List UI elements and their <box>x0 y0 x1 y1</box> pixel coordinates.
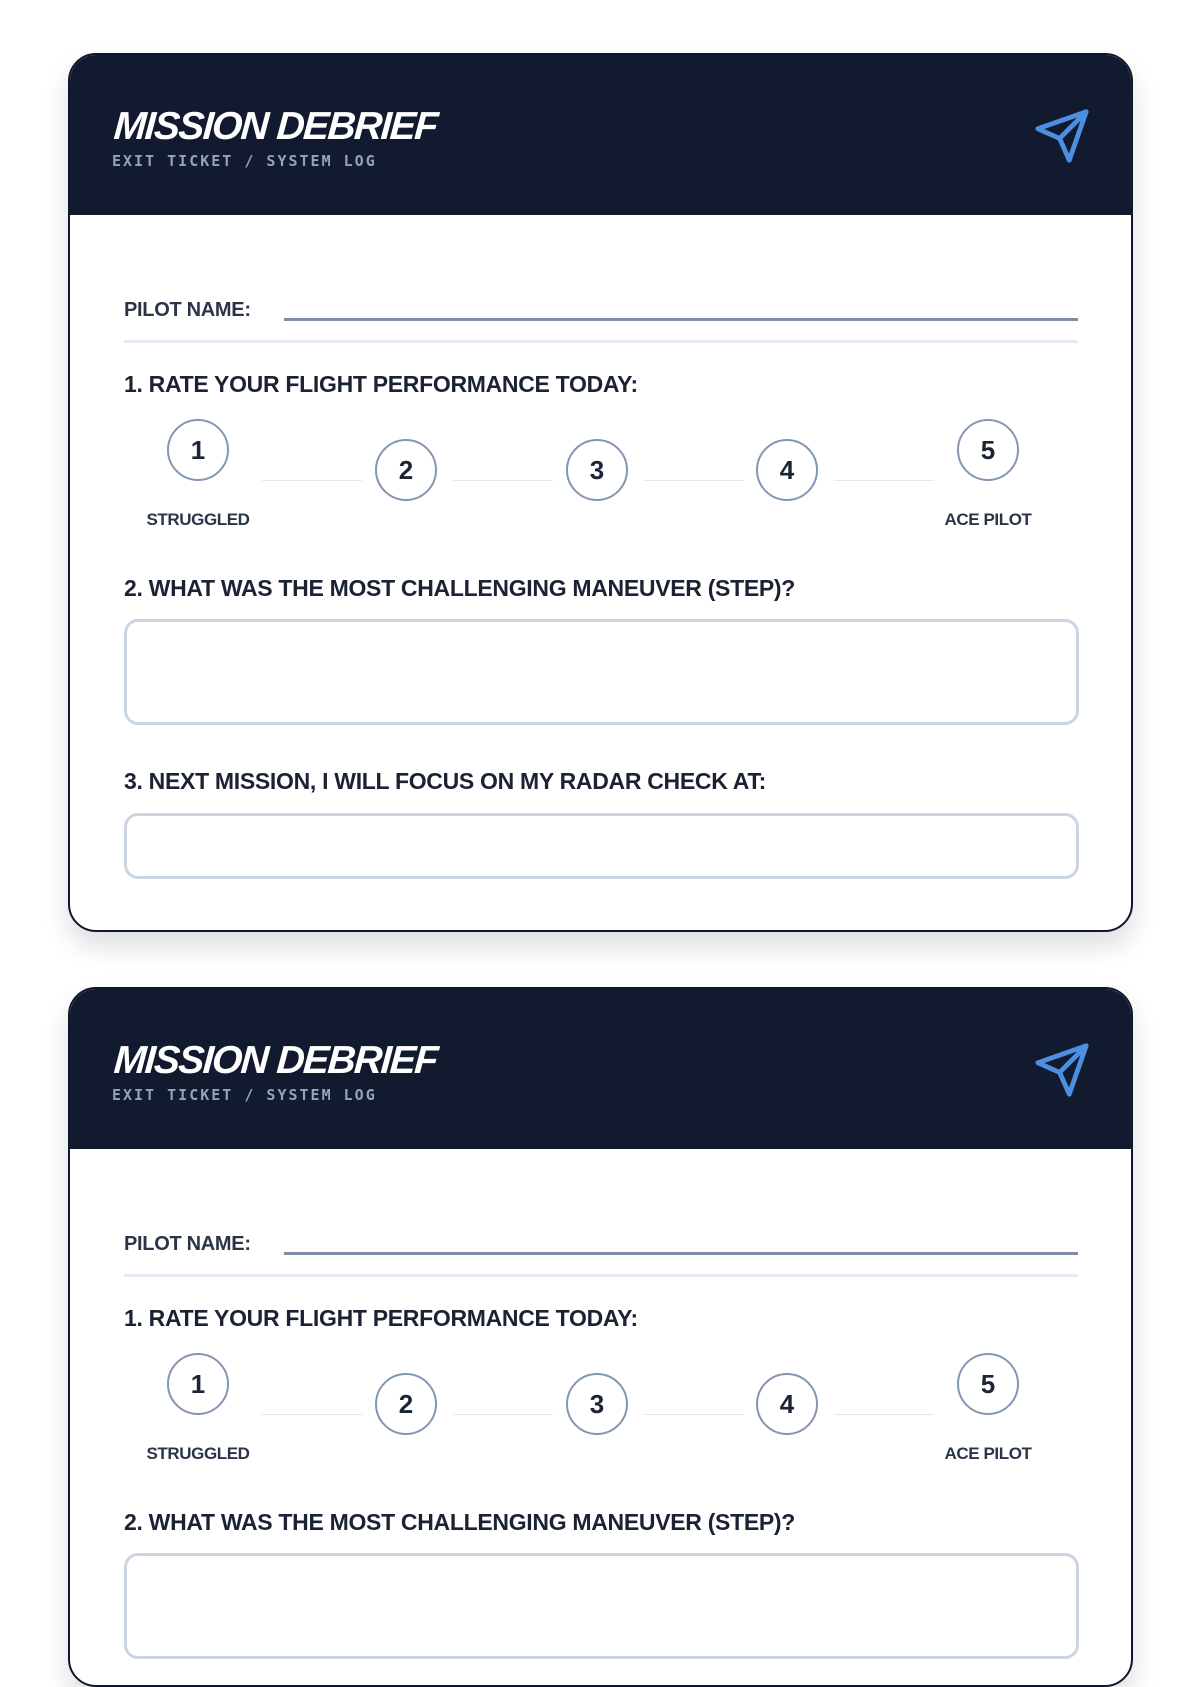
scale-min-label: STRUGGLED <box>146 1444 250 1463</box>
pilot-name-field[interactable] <box>284 1252 1078 1255</box>
paper-plane-icon <box>1033 107 1091 165</box>
scale-connector <box>262 1414 362 1415</box>
scale-max-label: ACE PILOT <box>944 1444 1032 1463</box>
exit-ticket-card <box>68 53 1133 932</box>
scale-connector <box>453 480 553 481</box>
scale-connector <box>644 480 744 481</box>
challenging-maneuver-input[interactable] <box>124 1553 1079 1659</box>
question-2-label: 2. WHAT WAS THE MOST CHALLENGING MANEUVER (STEP)? <box>124 575 796 601</box>
question-2-label: 2. WHAT WAS THE MOST CHALLENGING MANEUVER (STEP)? <box>124 1509 796 1535</box>
paper-plane-icon <box>1033 1041 1091 1099</box>
rating-option-2[interactable]: 2 <box>375 439 437 501</box>
question-3-label: 3. NEXT MISSION, I WILL FOCUS ON MY RADAR CHECK AT: <box>124 768 766 794</box>
rating-option-3[interactable]: 3 <box>566 439 628 501</box>
ticket-subtitle: EXIT TICKET / SYSTEM LOG <box>112 152 377 170</box>
rating-option-4[interactable]: 4 <box>756 1373 818 1435</box>
pilot-name-row <box>124 285 1078 343</box>
scale-connector <box>834 480 934 481</box>
scale-connector <box>644 1414 744 1415</box>
ticket-title: MISSION DEBRIEF <box>112 105 439 148</box>
pilot-name-field[interactable] <box>284 318 1078 321</box>
radar-check-input[interactable] <box>124 813 1079 879</box>
pilot-name-row <box>124 1219 1078 1277</box>
pilot-name-label: PILOT NAME: <box>124 299 251 321</box>
ticket-subtitle: EXIT TICKET / SYSTEM LOG <box>112 1086 377 1104</box>
scale-min-label: STRUGGLED <box>146 510 250 529</box>
rating-option-5[interactable]: 5 <box>957 419 1019 481</box>
scale-connector <box>262 480 362 481</box>
rating-option-1[interactable]: 1 <box>167 1353 229 1415</box>
challenging-maneuver-input[interactable] <box>124 619 1079 725</box>
ticket-header <box>70 989 1131 1149</box>
scale-connector <box>834 1414 934 1415</box>
scale-connector <box>453 1414 553 1415</box>
pilot-name-label: PILOT NAME: <box>124 1233 251 1255</box>
rating-option-5[interactable]: 5 <box>957 1353 1019 1415</box>
question-1-label: 1. RATE YOUR FLIGHT PERFORMANCE TODAY: <box>124 371 638 397</box>
question-1-label: 1. RATE YOUR FLIGHT PERFORMANCE TODAY: <box>124 1305 638 1331</box>
exit-ticket-card <box>68 987 1133 1687</box>
ticket-title: MISSION DEBRIEF <box>112 1039 439 1082</box>
scale-max-label: ACE PILOT <box>944 510 1032 529</box>
rating-option-2[interactable]: 2 <box>375 1373 437 1435</box>
rating-option-1[interactable]: 1 <box>167 419 229 481</box>
ticket-header <box>70 55 1131 215</box>
rating-option-3[interactable]: 3 <box>566 1373 628 1435</box>
rating-option-4[interactable]: 4 <box>756 439 818 501</box>
